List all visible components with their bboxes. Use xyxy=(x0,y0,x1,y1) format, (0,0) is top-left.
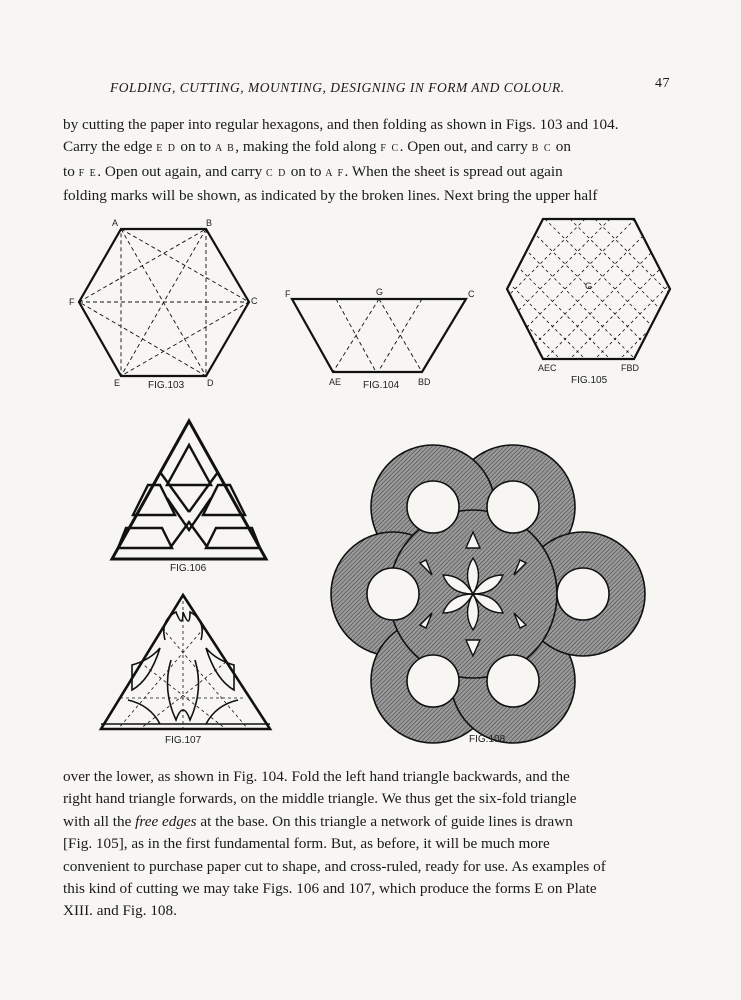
p1-line-2: Carry the edge E D on to A B, making the fold along F C. Open out, and carry B C on xyxy=(63,138,571,156)
emphasis-free-edges: free edges xyxy=(135,812,197,830)
fig104-label-g: G xyxy=(376,287,384,297)
paragraph-2 xyxy=(63,766,675,923)
p1-line-1: by cutting the paper into regular hexagons, and then folding as shown in Figs. 103 and 104. xyxy=(63,116,619,133)
p2-line-3: with all the free edges at the base. On this triangle a network of guide lines is drawn xyxy=(63,812,573,830)
p2-line-2: right hand triangle forwards, on the middle triangle. We thus get the six-fold triangle xyxy=(63,790,577,808)
p2-line-5: convenient to purchase paper cut to shape, and cross-ruled, ready for use. As examples of xyxy=(63,857,606,875)
fig103-label-d: D xyxy=(207,378,214,388)
p2-line-4: [Fig. 105], as in the first fundamental form. But, as before, it will be much more xyxy=(63,835,550,853)
figure-105 xyxy=(395,219,741,359)
fig104-label-f: F xyxy=(285,289,291,299)
figure-108 xyxy=(331,445,645,743)
fig104-label-c: C xyxy=(468,289,475,299)
header-title: FOLDING, CUTTING, MOUNTING, DESIGNING IN FORM AND COLOUR. xyxy=(110,80,565,95)
figure-103 xyxy=(79,229,249,376)
fig104-caption: FIG.104 xyxy=(363,380,400,391)
fig103-label-e: E xyxy=(114,378,121,388)
fig103-caption: FIG.103 xyxy=(148,380,185,391)
fig103-label-a: A xyxy=(112,218,119,228)
figure-107 xyxy=(101,595,270,729)
p1-line-3: to F E. Open out again, and carry C D on to A F. When the sheet is spread out again xyxy=(63,162,563,180)
fig106-caption: FIG.106 xyxy=(170,563,207,574)
figure-104 xyxy=(292,299,466,372)
fig105-label-aec: AEC xyxy=(538,363,557,373)
fig105-label-g: G xyxy=(585,281,593,291)
fig104-label-ae: AE xyxy=(329,377,342,387)
p2-line-7: XIII. and Fig. 108. xyxy=(63,902,177,920)
p1-line-4: folding marks will be shown, as indicated by the broken lines. Next bring the upper half xyxy=(63,187,598,205)
fig105-label-fbd: FBD xyxy=(621,363,639,373)
figure-106 xyxy=(112,421,266,559)
fig104-label-bd: BD xyxy=(418,377,431,387)
fig105-caption: FIG.105 xyxy=(571,375,608,386)
p2-line-1: over the lower, as shown in Fig. 104. Fold the left hand triangle backwards, and the xyxy=(63,768,570,785)
fig103-label-b: B xyxy=(206,218,213,228)
p2-line-6: this kind of cutting we may take Figs. 106 and 107, which produce the forms E on Plate xyxy=(63,880,597,898)
fig108-caption: FIG.108 xyxy=(469,734,506,745)
page-number: 47 xyxy=(655,76,670,91)
fig103-label-c: C xyxy=(251,296,258,306)
fig103-label-f: F xyxy=(69,297,75,307)
fig107-caption: FIG.107 xyxy=(165,735,202,746)
